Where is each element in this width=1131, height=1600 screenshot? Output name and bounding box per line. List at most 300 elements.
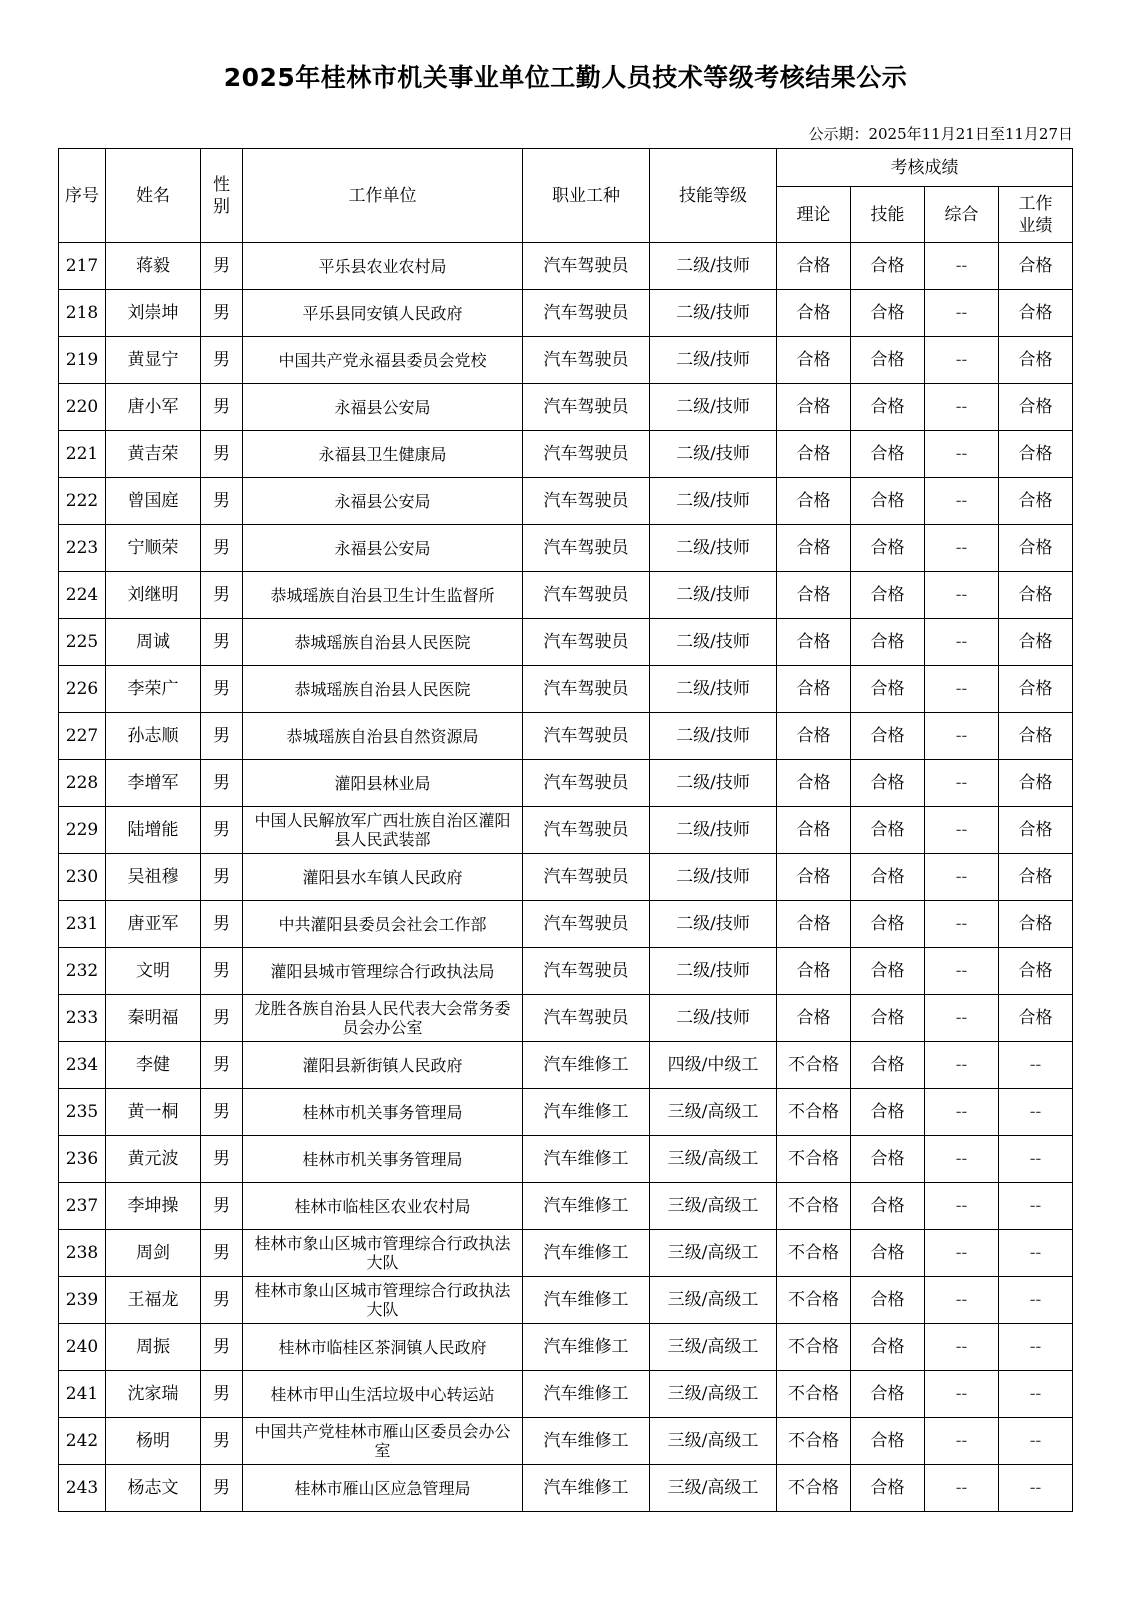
cell-gender: 男 — [201, 713, 243, 760]
cell-job: 汽车驾驶员 — [523, 713, 650, 760]
cell-level: 三级/高级工 — [650, 1136, 777, 1183]
cell-overall: -- — [925, 854, 999, 901]
cell-overall: -- — [925, 901, 999, 948]
cell-job: 汽车驾驶员 — [523, 478, 650, 525]
cell-unit: 灌阳县新街镇人民政府 — [243, 1042, 523, 1089]
cell-overall: -- — [925, 1136, 999, 1183]
cell-name: 周诚 — [106, 619, 201, 666]
cell-work: -- — [999, 1324, 1073, 1371]
table-row — [59, 1183, 1073, 1230]
header-gender: 性别 — [201, 149, 243, 243]
table-row — [59, 948, 1073, 995]
cell-work: 合格 — [999, 478, 1073, 525]
cell-level: 三级/高级工 — [650, 1465, 777, 1512]
cell-theory: 合格 — [777, 572, 851, 619]
cell-job: 汽车驾驶员 — [523, 995, 650, 1042]
cell-name: 李坤操 — [106, 1183, 201, 1230]
header-scores: 考核成绩 — [777, 149, 1073, 187]
cell-level: 二级/技师 — [650, 619, 777, 666]
cell-gender: 男 — [201, 666, 243, 713]
cell-no: 230 — [59, 854, 106, 901]
table-row — [59, 525, 1073, 572]
cell-overall: -- — [925, 290, 999, 337]
cell-level: 三级/高级工 — [650, 1277, 777, 1324]
cell-overall: -- — [925, 619, 999, 666]
cell-theory: 不合格 — [777, 1465, 851, 1512]
cell-overall: -- — [925, 1418, 999, 1465]
cell-work: 合格 — [999, 337, 1073, 384]
cell-overall: -- — [925, 1465, 999, 1512]
cell-job: 汽车维修工 — [523, 1418, 650, 1465]
cell-unit: 中共灌阳县委员会社会工作部 — [243, 901, 523, 948]
cell-unit: 永福县卫生健康局 — [243, 431, 523, 478]
cell-skill: 合格 — [851, 431, 925, 478]
cell-name: 秦明福 — [106, 995, 201, 1042]
cell-gender: 男 — [201, 1418, 243, 1465]
header-overall: 综合 — [925, 187, 999, 243]
cell-no: 226 — [59, 666, 106, 713]
cell-overall: -- — [925, 948, 999, 995]
cell-no: 220 — [59, 384, 106, 431]
cell-work: 合格 — [999, 713, 1073, 760]
cell-gender: 男 — [201, 431, 243, 478]
cell-overall: -- — [925, 666, 999, 713]
cell-no: 235 — [59, 1089, 106, 1136]
cell-name: 李健 — [106, 1042, 201, 1089]
header-skill: 技能 — [851, 187, 925, 243]
cell-unit: 桂林市临桂区农业农村局 — [243, 1183, 523, 1230]
cell-level: 二级/技师 — [650, 431, 777, 478]
table-row — [59, 901, 1073, 948]
header-theory: 理论 — [777, 187, 851, 243]
cell-work: 合格 — [999, 901, 1073, 948]
cell-theory: 不合格 — [777, 1089, 851, 1136]
cell-work: 合格 — [999, 807, 1073, 854]
cell-no: 217 — [59, 243, 106, 290]
cell-no: 242 — [59, 1418, 106, 1465]
cell-gender: 男 — [201, 619, 243, 666]
cell-unit: 桂林市临桂区茶洞镇人民政府 — [243, 1324, 523, 1371]
cell-theory: 合格 — [777, 713, 851, 760]
cell-unit: 桂林市象山区城市管理综合行政执法大队 — [243, 1277, 523, 1324]
header-unit: 工作单位 — [243, 149, 523, 243]
cell-skill: 合格 — [851, 1089, 925, 1136]
page-title: 2025年桂林市机关事业单位工勤人员技术等级考核结果公示 — [223, 63, 908, 92]
cell-skill: 合格 — [851, 901, 925, 948]
cell-name: 蒋毅 — [106, 243, 201, 290]
cell-level: 二级/技师 — [650, 337, 777, 384]
table-row — [59, 807, 1073, 854]
table-row — [59, 1324, 1073, 1371]
cell-gender: 男 — [201, 478, 243, 525]
cell-no: 233 — [59, 995, 106, 1042]
table-row — [59, 1042, 1073, 1089]
cell-no: 240 — [59, 1324, 106, 1371]
table-row — [59, 478, 1073, 525]
table-row — [59, 431, 1073, 478]
cell-skill: 合格 — [851, 854, 925, 901]
cell-no: 238 — [59, 1230, 106, 1277]
cell-theory: 合格 — [777, 666, 851, 713]
cell-no: 228 — [59, 760, 106, 807]
publicity-period: 公示期：2025年11月21日至11月27日 — [808, 125, 1073, 143]
cell-skill: 合格 — [851, 290, 925, 337]
cell-name: 吴祖穆 — [106, 854, 201, 901]
header-no: 序号 — [59, 149, 106, 243]
cell-job: 汽车驾驶员 — [523, 901, 650, 948]
table-row — [59, 1371, 1073, 1418]
cell-gender: 男 — [201, 901, 243, 948]
cell-unit: 桂林市象山区城市管理综合行政执法大队 — [243, 1230, 523, 1277]
cell-overall: -- — [925, 1183, 999, 1230]
cell-work: 合格 — [999, 619, 1073, 666]
cell-gender: 男 — [201, 525, 243, 572]
cell-gender: 男 — [201, 760, 243, 807]
cell-theory: 不合格 — [777, 1183, 851, 1230]
table-row — [59, 666, 1073, 713]
cell-skill: 合格 — [851, 243, 925, 290]
cell-work: -- — [999, 1277, 1073, 1324]
cell-work: -- — [999, 1418, 1073, 1465]
cell-skill: 合格 — [851, 1371, 925, 1418]
cell-job: 汽车驾驶员 — [523, 337, 650, 384]
cell-theory: 不合格 — [777, 1371, 851, 1418]
cell-theory: 合格 — [777, 337, 851, 384]
cell-work: -- — [999, 1089, 1073, 1136]
cell-unit: 平乐县同安镇人民政府 — [243, 290, 523, 337]
cell-gender: 男 — [201, 1089, 243, 1136]
cell-theory: 合格 — [777, 619, 851, 666]
cell-theory: 合格 — [777, 760, 851, 807]
cell-name: 黄显宁 — [106, 337, 201, 384]
cell-level: 三级/高级工 — [650, 1324, 777, 1371]
cell-job: 汽车驾驶员 — [523, 666, 650, 713]
cell-skill: 合格 — [851, 1418, 925, 1465]
cell-gender: 男 — [201, 948, 243, 995]
cell-overall: -- — [925, 1042, 999, 1089]
cell-theory: 不合格 — [777, 1418, 851, 1465]
cell-no: 243 — [59, 1465, 106, 1512]
header-work: 工作业绩 — [999, 187, 1073, 243]
cell-level: 三级/高级工 — [650, 1230, 777, 1277]
cell-job: 汽车驾驶员 — [523, 290, 650, 337]
cell-overall: -- — [925, 1324, 999, 1371]
cell-level: 二级/技师 — [650, 478, 777, 525]
cell-job: 汽车驾驶员 — [523, 572, 650, 619]
cell-skill: 合格 — [851, 948, 925, 995]
results-table — [58, 148, 1073, 1512]
cell-theory: 合格 — [777, 243, 851, 290]
cell-job: 汽车维修工 — [523, 1230, 650, 1277]
cell-theory: 合格 — [777, 431, 851, 478]
cell-name: 周振 — [106, 1324, 201, 1371]
cell-no: 232 — [59, 948, 106, 995]
cell-overall: -- — [925, 525, 999, 572]
cell-level: 二级/技师 — [650, 290, 777, 337]
cell-skill: 合格 — [851, 1183, 925, 1230]
cell-unit: 恭城瑶族自治县人民医院 — [243, 619, 523, 666]
cell-theory: 不合格 — [777, 1042, 851, 1089]
cell-job: 汽车维修工 — [523, 1183, 650, 1230]
cell-gender: 男 — [201, 1183, 243, 1230]
cell-unit: 桂林市机关事务管理局 — [243, 1136, 523, 1183]
cell-unit: 永福县公安局 — [243, 478, 523, 525]
cell-level: 三级/高级工 — [650, 1183, 777, 1230]
table-row — [59, 1230, 1073, 1277]
cell-name: 唐小军 — [106, 384, 201, 431]
cell-name: 李荣广 — [106, 666, 201, 713]
cell-gender: 男 — [201, 1136, 243, 1183]
cell-name: 刘继明 — [106, 572, 201, 619]
cell-unit: 灌阳县林业局 — [243, 760, 523, 807]
cell-job: 汽车驾驶员 — [523, 854, 650, 901]
table-row — [59, 760, 1073, 807]
table-row — [59, 1418, 1073, 1465]
cell-work: -- — [999, 1136, 1073, 1183]
cell-name: 王福龙 — [106, 1277, 201, 1324]
cell-work: 合格 — [999, 290, 1073, 337]
cell-theory: 合格 — [777, 901, 851, 948]
cell-name: 杨明 — [106, 1418, 201, 1465]
cell-theory: 不合格 — [777, 1230, 851, 1277]
cell-no: 239 — [59, 1277, 106, 1324]
cell-skill: 合格 — [851, 478, 925, 525]
table-row — [59, 1465, 1073, 1512]
cell-overall: -- — [925, 384, 999, 431]
cell-name: 唐亚军 — [106, 901, 201, 948]
cell-skill: 合格 — [851, 337, 925, 384]
cell-gender: 男 — [201, 995, 243, 1042]
cell-gender: 男 — [201, 243, 243, 290]
cell-job: 汽车维修工 — [523, 1324, 650, 1371]
cell-unit: 恭城瑶族自治县自然资源局 — [243, 713, 523, 760]
cell-level: 二级/技师 — [650, 948, 777, 995]
cell-job: 汽车驾驶员 — [523, 948, 650, 995]
cell-no: 241 — [59, 1371, 106, 1418]
cell-skill: 合格 — [851, 1042, 925, 1089]
cell-gender: 男 — [201, 1465, 243, 1512]
cell-level: 二级/技师 — [650, 525, 777, 572]
cell-work: 合格 — [999, 243, 1073, 290]
cell-name: 黄元波 — [106, 1136, 201, 1183]
cell-job: 汽车驾驶员 — [523, 619, 650, 666]
cell-no: 237 — [59, 1183, 106, 1230]
cell-unit: 桂林市甲山生活垃圾中心转运站 — [243, 1371, 523, 1418]
cell-level: 三级/高级工 — [650, 1089, 777, 1136]
cell-overall: -- — [925, 1277, 999, 1324]
cell-gender: 男 — [201, 572, 243, 619]
cell-theory: 合格 — [777, 478, 851, 525]
cell-overall: -- — [925, 337, 999, 384]
cell-job: 汽车驾驶员 — [523, 525, 650, 572]
cell-level: 四级/中级工 — [650, 1042, 777, 1089]
cell-work: 合格 — [999, 854, 1073, 901]
cell-overall: -- — [925, 807, 999, 854]
cell-theory: 合格 — [777, 384, 851, 431]
cell-skill: 合格 — [851, 807, 925, 854]
cell-job: 汽车驾驶员 — [523, 807, 650, 854]
cell-gender: 男 — [201, 1042, 243, 1089]
cell-name: 陆增能 — [106, 807, 201, 854]
header-job: 职业工种 — [523, 149, 650, 243]
table-row — [59, 243, 1073, 290]
cell-name: 沈家瑞 — [106, 1371, 201, 1418]
table-row — [59, 619, 1073, 666]
cell-work: 合格 — [999, 525, 1073, 572]
cell-overall: -- — [925, 1089, 999, 1136]
cell-work: -- — [999, 1042, 1073, 1089]
cell-name: 刘崇坤 — [106, 290, 201, 337]
cell-unit: 永福县公安局 — [243, 384, 523, 431]
cell-level: 二级/技师 — [650, 713, 777, 760]
table-row — [59, 1136, 1073, 1183]
cell-overall: -- — [925, 1371, 999, 1418]
cell-job: 汽车维修工 — [523, 1136, 650, 1183]
cell-theory: 合格 — [777, 948, 851, 995]
cell-overall: -- — [925, 995, 999, 1042]
table-row — [59, 572, 1073, 619]
cell-level: 二级/技师 — [650, 854, 777, 901]
table-row — [59, 854, 1073, 901]
cell-unit: 桂林市雁山区应急管理局 — [243, 1465, 523, 1512]
cell-name: 曾国庭 — [106, 478, 201, 525]
cell-theory: 不合格 — [777, 1324, 851, 1371]
cell-unit: 灌阳县水车镇人民政府 — [243, 854, 523, 901]
cell-skill: 合格 — [851, 619, 925, 666]
cell-skill: 合格 — [851, 1465, 925, 1512]
cell-unit: 中国共产党桂林市雁山区委员会办公室 — [243, 1418, 523, 1465]
cell-skill: 合格 — [851, 572, 925, 619]
cell-name: 李增军 — [106, 760, 201, 807]
cell-level: 二级/技师 — [650, 901, 777, 948]
cell-no: 224 — [59, 572, 106, 619]
cell-skill: 合格 — [851, 1324, 925, 1371]
cell-overall: -- — [925, 713, 999, 760]
cell-unit: 中国共产党永福县委员会党校 — [243, 337, 523, 384]
cell-unit: 桂林市机关事务管理局 — [243, 1089, 523, 1136]
cell-level: 二级/技师 — [650, 384, 777, 431]
cell-level: 二级/技师 — [650, 243, 777, 290]
cell-job: 汽车驾驶员 — [523, 431, 650, 478]
cell-overall: -- — [925, 760, 999, 807]
cell-theory: 合格 — [777, 525, 851, 572]
cell-theory: 合格 — [777, 290, 851, 337]
cell-no: 222 — [59, 478, 106, 525]
cell-skill: 合格 — [851, 1230, 925, 1277]
table-row — [59, 1089, 1073, 1136]
cell-work: 合格 — [999, 431, 1073, 478]
cell-skill: 合格 — [851, 1277, 925, 1324]
cell-level: 二级/技师 — [650, 572, 777, 619]
cell-job: 汽车维修工 — [523, 1042, 650, 1089]
table-row — [59, 384, 1073, 431]
table-row — [59, 1277, 1073, 1324]
cell-overall: -- — [925, 243, 999, 290]
cell-work: -- — [999, 1230, 1073, 1277]
cell-no: 225 — [59, 619, 106, 666]
table-row — [59, 337, 1073, 384]
cell-gender: 男 — [201, 1371, 243, 1418]
cell-gender: 男 — [201, 337, 243, 384]
cell-no: 234 — [59, 1042, 106, 1089]
cell-work: 合格 — [999, 572, 1073, 619]
cell-skill: 合格 — [851, 760, 925, 807]
cell-level: 二级/技师 — [650, 807, 777, 854]
cell-unit: 恭城瑶族自治县卫生计生监督所 — [243, 572, 523, 619]
cell-gender: 男 — [201, 290, 243, 337]
cell-gender: 男 — [201, 1277, 243, 1324]
cell-job: 汽车驾驶员 — [523, 760, 650, 807]
table-body — [59, 243, 1073, 1512]
cell-theory: 合格 — [777, 854, 851, 901]
cell-work: 合格 — [999, 948, 1073, 995]
cell-name: 黄一桐 — [106, 1089, 201, 1136]
cell-name: 杨志文 — [106, 1465, 201, 1512]
cell-work: 合格 — [999, 760, 1073, 807]
table-row — [59, 995, 1073, 1042]
cell-gender: 男 — [201, 384, 243, 431]
cell-no: 231 — [59, 901, 106, 948]
cell-level: 三级/高级工 — [650, 1371, 777, 1418]
cell-job: 汽车维修工 — [523, 1371, 650, 1418]
cell-skill: 合格 — [851, 713, 925, 760]
cell-unit: 平乐县农业农村局 — [243, 243, 523, 290]
cell-job: 汽车驾驶员 — [523, 384, 650, 431]
header-level: 技能等级 — [650, 149, 777, 243]
cell-work: -- — [999, 1371, 1073, 1418]
cell-job: 汽车驾驶员 — [523, 243, 650, 290]
cell-skill: 合格 — [851, 1136, 925, 1183]
cell-unit: 龙胜各族自治县人民代表大会常务委员会办公室 — [243, 995, 523, 1042]
cell-name: 孙志顺 — [106, 713, 201, 760]
table-row — [59, 290, 1073, 337]
cell-theory: 不合格 — [777, 1277, 851, 1324]
cell-gender: 男 — [201, 807, 243, 854]
cell-gender: 男 — [201, 854, 243, 901]
cell-work: -- — [999, 1183, 1073, 1230]
cell-theory: 合格 — [777, 995, 851, 1042]
cell-no: 229 — [59, 807, 106, 854]
cell-no: 236 — [59, 1136, 106, 1183]
cell-theory: 不合格 — [777, 1136, 851, 1183]
cell-no: 223 — [59, 525, 106, 572]
cell-gender: 男 — [201, 1324, 243, 1371]
cell-name: 文明 — [106, 948, 201, 995]
cell-overall: -- — [925, 572, 999, 619]
cell-level: 二级/技师 — [650, 995, 777, 1042]
cell-overall: -- — [925, 431, 999, 478]
cell-no: 219 — [59, 337, 106, 384]
cell-job: 汽车维修工 — [523, 1089, 650, 1136]
cell-skill: 合格 — [851, 666, 925, 713]
cell-work: 合格 — [999, 666, 1073, 713]
cell-no: 218 — [59, 290, 106, 337]
header-name: 姓名 — [106, 149, 201, 243]
cell-job: 汽车维修工 — [523, 1277, 650, 1324]
cell-job: 汽车维修工 — [523, 1465, 650, 1512]
cell-no: 221 — [59, 431, 106, 478]
cell-unit: 中国人民解放军广西壮族自治区灌阳县人民武装部 — [243, 807, 523, 854]
cell-name: 周剑 — [106, 1230, 201, 1277]
cell-level: 二级/技师 — [650, 666, 777, 713]
cell-gender: 男 — [201, 1230, 243, 1277]
cell-theory: 合格 — [777, 807, 851, 854]
cell-work: -- — [999, 1465, 1073, 1512]
cell-name: 宁顺荣 — [106, 525, 201, 572]
cell-skill: 合格 — [851, 995, 925, 1042]
table-row — [59, 713, 1073, 760]
cell-name: 黄吉荣 — [106, 431, 201, 478]
